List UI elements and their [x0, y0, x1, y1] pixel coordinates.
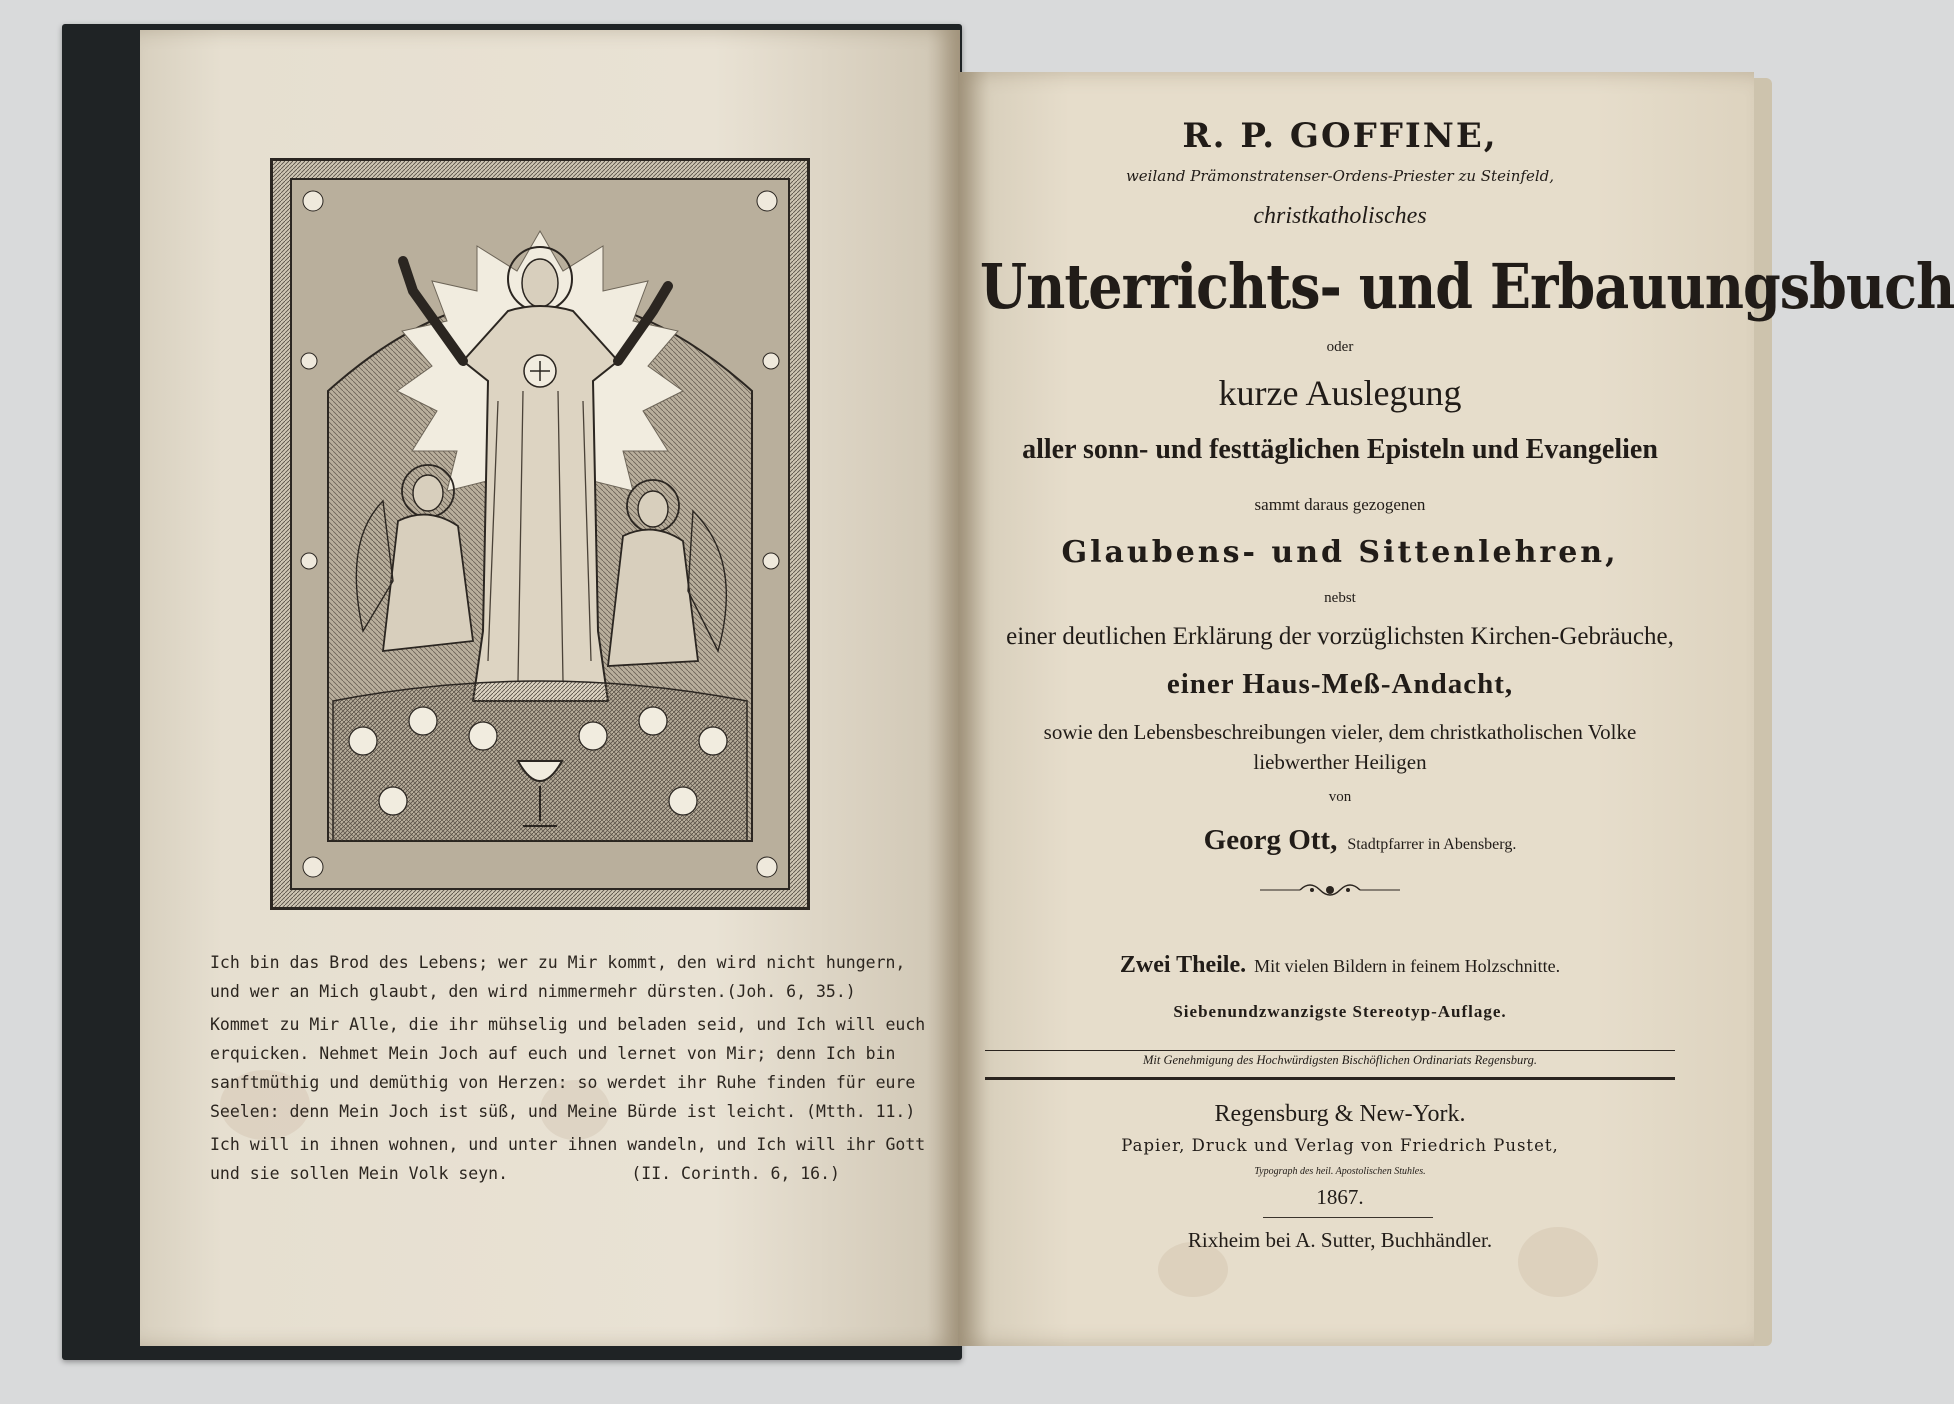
caption-line	[210, 1097, 916, 1126]
publication-year: 1867.	[1316, 1185, 1364, 1209]
subtitle-kurze-auslegung: kurze Auslegung	[1218, 373, 1462, 413]
author-name: R. P. GOFFINE,	[1182, 116, 1498, 156]
caption-text: und sie sollen Mein Volk seyn.	[210, 1164, 509, 1183]
engraving-christ-with-angels	[270, 158, 810, 910]
engraving-caption	[210, 948, 926, 1188]
caption-line	[210, 977, 856, 1006]
rule-top	[985, 1050, 1675, 1051]
caption-line	[210, 1130, 926, 1159]
mit-bildern: Mit vielen Bildern in feinem Holzschnitte.	[1254, 956, 1561, 976]
caption-ref: (II. Corinth. 6, 16.)	[631, 1164, 840, 1183]
editor-role: Stadtpfarrer in Abensberg.	[1347, 836, 1517, 853]
edition: Siebenundzwanzigste Stereotyp-Auflage.	[1173, 1002, 1507, 1021]
caption-text: Ich will in ihnen wohnen, und unter ihnen wandeln, und Ich will ihr Gott	[210, 1135, 926, 1154]
publication-place: Regensburg & New-York.	[1214, 1101, 1466, 1127]
subtitle-nebst: nebst	[1324, 590, 1356, 606]
author-description: weiland Prämonstratenser-Ordens-Priester zu Steinfeld,	[1125, 167, 1555, 185]
subtitle-haus-mess-andacht: einer Haus-Meß-Andacht,	[1166, 668, 1514, 700]
caption-line	[210, 1010, 926, 1039]
parts-line	[980, 952, 1700, 979]
caption-line	[210, 1039, 896, 1068]
subtitle-heiligen: liebwerther Heiligen	[1253, 750, 1427, 774]
caption-text: Ich bin das Brod des Lebens; wer zu Mir kommt, den wird nicht hungern,	[210, 953, 906, 972]
subtitle-episteln: aller sonn- und festtäglichen Episteln und Evangelien	[1022, 434, 1658, 465]
title-oder: oder	[1326, 339, 1354, 355]
imprimatur: Mit Genehmigung des Hochwürdigsten Bischöflichen Ordinariats Regensburg.	[1142, 1053, 1538, 1067]
subtitle-sammt: sammt daraus gezogenen	[1254, 495, 1426, 514]
main-title: Unterrichts- und Erbauungsbuch	[980, 249, 1954, 323]
caption-line	[210, 948, 906, 977]
subtitle-kirchen-gebraeuche: einer deutlichen Erklärung der vorzüglichsten Kirchen-Gebräuche,	[1006, 623, 1674, 650]
bookseller: Rixheim bei A. Sutter, Buchhändler.	[1187, 1228, 1493, 1252]
typograph: Typograph des heil. Apostolischen Stuhles.	[1254, 1166, 1426, 1177]
subtitle-lebensbeschreibungen: sowie den Lebensbeschreibungen vieler, dem christkatholischen Volke	[1043, 720, 1637, 744]
zwei-theile: Zwei Theile.	[1119, 952, 1247, 978]
caption-text: und wer an Mich glaubt, den wird nimmermehr dürsten.	[210, 982, 727, 1001]
caption-ref: (Joh. 6, 35.)	[726, 982, 856, 1001]
caption-text: sanftmüthig und demüthig von Herzen: so werdet ihr Ruhe finden für eure	[210, 1073, 916, 1092]
caption-text: Kommet zu Mir Alle, die ihr mühselig und beladen seid, und Ich will euch	[210, 1015, 926, 1034]
editor	[1000, 824, 1720, 857]
ornament-divider	[1260, 878, 1400, 902]
rule-small	[1263, 1217, 1433, 1218]
caption-line	[210, 1068, 916, 1097]
title-von: von	[1328, 789, 1352, 805]
title-line-christkatholisches: christkatholisches	[1253, 203, 1427, 229]
caption-text: Seelen: denn Mein Joch ist süß, und Meine Bürde ist leicht. (Mtth. 11.)	[210, 1102, 916, 1121]
rule-bottom	[985, 1077, 1675, 1080]
editor-name: Georg Ott,	[1203, 824, 1338, 856]
publisher: Papier, Druck und Verlag von Friedrich Pustet,	[1121, 1136, 1559, 1155]
caption-text: erquicken. Nehmet Mein Joch auf euch und lernet von Mir; denn Ich bin	[210, 1044, 896, 1063]
subtitle-glaubens: Glaubens- und Sittenlehren,	[1061, 535, 1619, 570]
caption-line	[210, 1159, 840, 1188]
